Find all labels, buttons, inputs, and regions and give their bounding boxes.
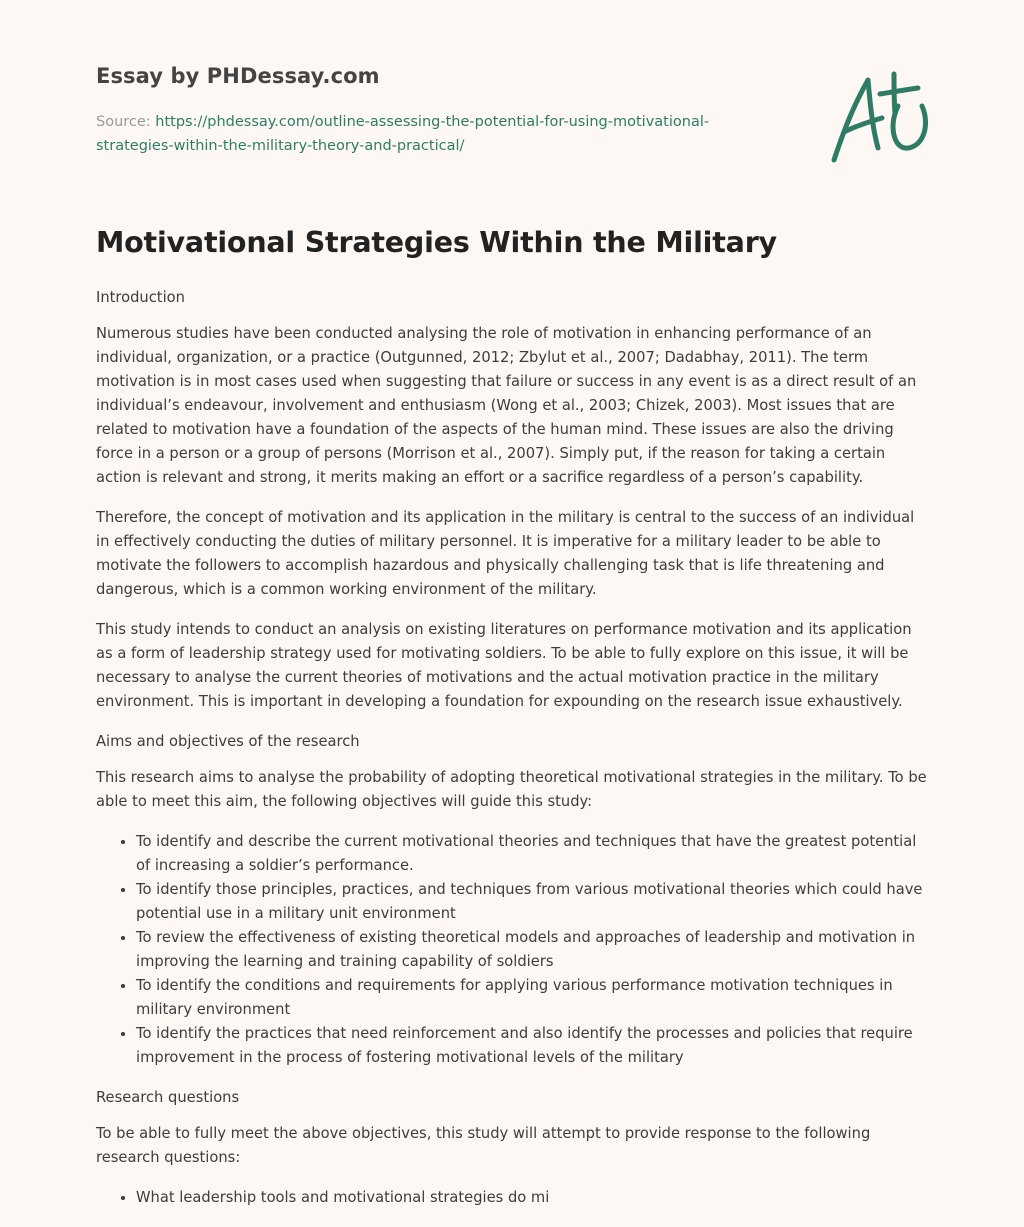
section-heading-research-questions: Research questions (96, 1089, 240, 1106)
objectives-list (96, 830, 930, 1070)
list-item: • To identify those principles, practices, and techniques from various motivational theories which could have potential use in a military unit environment (136, 878, 930, 926)
site-title: Essay by PHDessay.com (96, 64, 380, 88)
list-item: • To identify the practices that need reinforcement and also identify the processes and policies that require improvement in the process of fostering motivational levels of the military (136, 1022, 930, 1070)
paragraph: Numerous studies have been conducted analysing the role of motivation in enhancing performance of an individual, organization, or a practice (Outgunned, 2012; Zbylut et al., 2007; Dadabhay, 2011). The term motivation is in most cases used when suggesting that failure or success in any event is as a direct result of an individual’s endeavour, involvement and enthusiasm (Wong et al., 2003; Chizek, 2003). Most issues that are related to motivation have a foundation of the aspects of the human mind. These issues are also the driving force in a person or a group of persons (Morrison et al., 2007). Simply put, if the reason for taking a certain action is relevant and strong, it merits making an effort or a sacrifice regardless of a person’s capability. (96, 325, 917, 486)
section-heading-introduction: Introduction (96, 289, 185, 306)
source-line (96, 110, 776, 158)
section-heading-aims: Aims and objectives of the research (96, 733, 360, 750)
essay-title: Motivational Strategies Within the Military (96, 226, 777, 259)
source-label: Source: (96, 114, 156, 130)
paragraph: This study intends to conduct an analysis on existing literatures on performance motivation and its application as a form of leadership strategy used for motivating soldiers. To be able to fully explore on this issue, it will be necessary to analyse the current theories of motivations and the actual motivation practice in the military environment. This is important in developing a foundation for expounding on the research issue exhaustively. (96, 621, 912, 710)
paragraph: This research aims to analyse the probability of adopting theoretical motivational strategies in the military. To be able to meet this aim, the following objectives will guide this study: (96, 769, 927, 810)
source-link[interactable]: https://phdessay.com/outline-assessing-the-potential-for-using-motivational-strategies-within-the-military-theory-and-practical/ (96, 114, 710, 154)
essay-page (96, 0, 930, 1227)
a-plus-logo-icon (828, 66, 932, 166)
essay-body (96, 286, 930, 1226)
list-item: • To identify and describe the current motivational theories and techniques that have the greatest potential of increasing a soldier’s performance. (136, 830, 930, 878)
questions-list (96, 1186, 930, 1210)
paragraph: To be able to fully meet the above objectives, this study will attempt to provide response to the following research questions: (96, 1125, 871, 1166)
list-item: • What leadership tools and motivational strategies do mi (136, 1186, 930, 1210)
a-plus-logo (828, 66, 932, 166)
list-item: • To review the effectiveness of existing theoretical models and approaches of leadership and motivation in improving the learning and training capability of soldiers (136, 926, 930, 974)
list-item: • To identify the conditions and requirements for applying various performance motivation techniques in military environment (136, 974, 930, 1022)
paragraph: Therefore, the concept of motivation and its application in the military is central to the success of an individual in effectively conducting the duties of military personnel. It is imperative for a military leader to be able to motivate the followers to accomplish hazardous and physically challenging task that is life threatening and dangerous, which is a common working environment of the military. (96, 509, 915, 598)
